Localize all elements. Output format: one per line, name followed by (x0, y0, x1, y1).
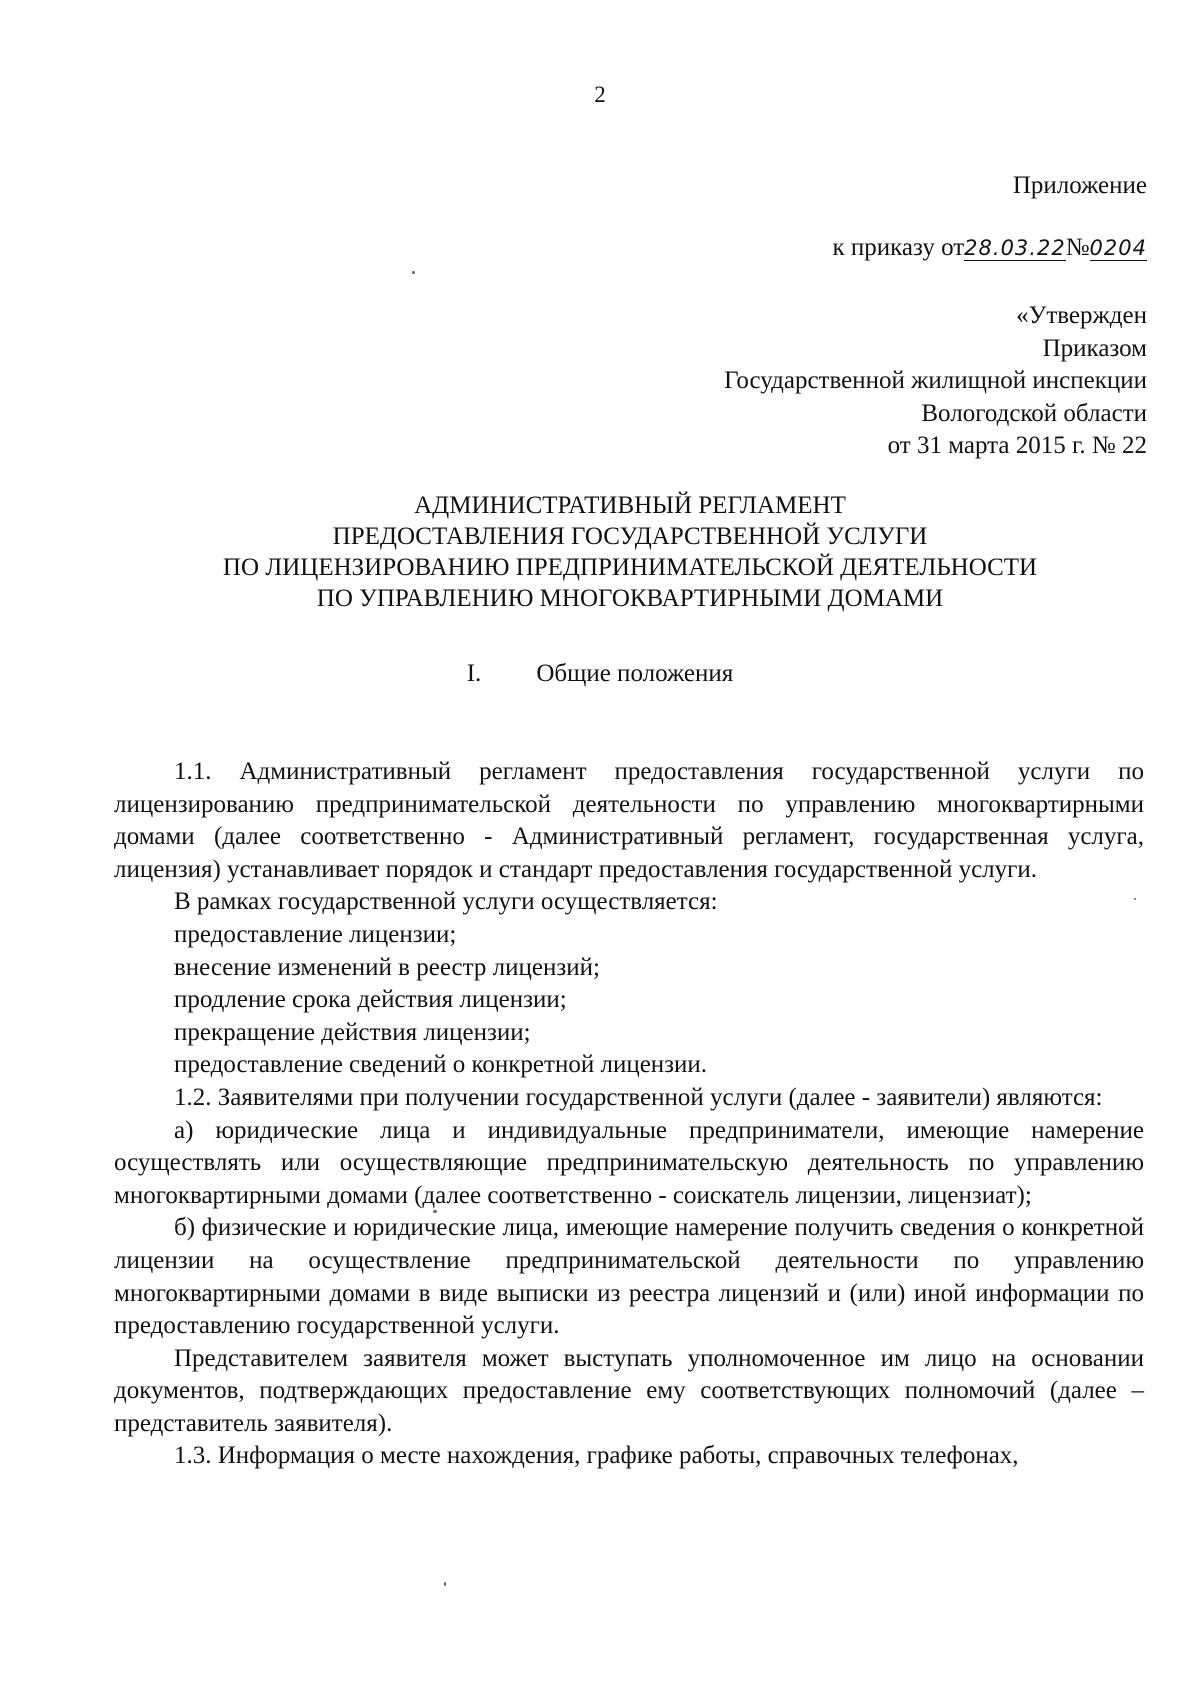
approval-line: Приказом (1042, 334, 1147, 362)
scan-speck (444, 1582, 446, 1586)
list-item: внесение изменений в реестр лицензий; (174, 953, 600, 981)
order-number-prefix: № (1065, 234, 1090, 261)
approval-line: Вологодской области (921, 399, 1147, 427)
scan-speck (1134, 898, 1136, 900)
section-heading (0, 660, 1200, 688)
approval-line: «Утвержден (1016, 302, 1147, 329)
approval-line: от 31 марта 2015 г. № 22 (887, 432, 1147, 459)
document-body (114, 756, 1144, 1473)
paragraph-1-2: 1.2. Заявителями при получении государственной услуги (далее - заявители) являются: (174, 1083, 1103, 1111)
appendix-label: Приложение (1012, 172, 1147, 199)
title-line: ПО ЛИЦЕНЗИРОВАНИЮ ПРЕДПРИНИМАТЕЛЬСКОЙ ДЕЯТЕЛЬНОСТИ (222, 554, 1038, 581)
order-date-handwritten: 28.03.22 (964, 236, 1066, 260)
approval-line: Государственной жилищной инспекции (724, 367, 1147, 394)
section-title: Общие положения (536, 660, 734, 687)
scan-speck (412, 271, 415, 274)
list-item: прекращение действия лицензии; (174, 1018, 531, 1046)
order-ref-prefix: к приказу от (832, 234, 965, 261)
list-item: продление срока действия лицензии; (174, 986, 567, 1014)
order-reference (832, 234, 1147, 262)
title-line: ПО УПРАВЛЕНИЮ МНОГОКВАРТИРНЫМИ ДОМАМИ (316, 585, 944, 612)
list-item: предоставление сведений о конкретной лицензии. (174, 1051, 708, 1079)
paragraph-1-3: 1.3. Информация о месте нахождения, графике работы, справочных телефонах, (174, 1442, 1019, 1470)
list-item: предоставление лицензии; (174, 920, 457, 948)
order-number-handwritten: 0204 (1089, 236, 1147, 260)
paragraph-a: а) юридические лица и индивидуальные предприниматели, имеющие намерение осуществлять или осуществляющие предпринимательскую деятельность по управлению многоквартирными домами (далее соответственно - соискатель лицензии, лицензиат); (114, 1116, 1144, 1209)
title-line: АДМИНИСТРАТИВНЫЙ РЕГЛАМЕНТ (414, 492, 846, 519)
title-line: ПРЕДОСТАВЛЕНИЯ ГОСУДАРСТВЕННОЙ УСЛУГИ (332, 523, 928, 550)
approval-block (724, 300, 1147, 463)
paragraph-representative: Представителем заявителя может выступать уполномоченное им лицо на основании документов, подтверждающих предоставление ему соответствующих полномочий (далее – представитель заявителя). (114, 1344, 1144, 1437)
section-number: I. (466, 660, 482, 687)
page-number: 2 (594, 82, 606, 107)
paragraph-b: б) физические и юридические лица, имеющие намерение получить сведения о конкретной лицензии на осуществление предпринимательской деятельности по управлению многоквартирными домами в виде выписки из реестра лицензий и (или) иной информации по предоставлению государственной услуги. (114, 1214, 1144, 1340)
document-title (170, 490, 1090, 614)
scan-speck (433, 1210, 437, 1213)
paragraph-within-service: В рамках государственной услуги осуществляется: (174, 888, 718, 916)
paragraph-1-1: 1.1. Административный регламент предоставления государственной услуги по лицензированию предпринимательской деятельности по управлению многоквартирными домами (далее соответственно - Административный регламент, государственная услуга, лицензия) устанавливает порядок и стандарт предоставления государственной услуги. (114, 758, 1144, 883)
